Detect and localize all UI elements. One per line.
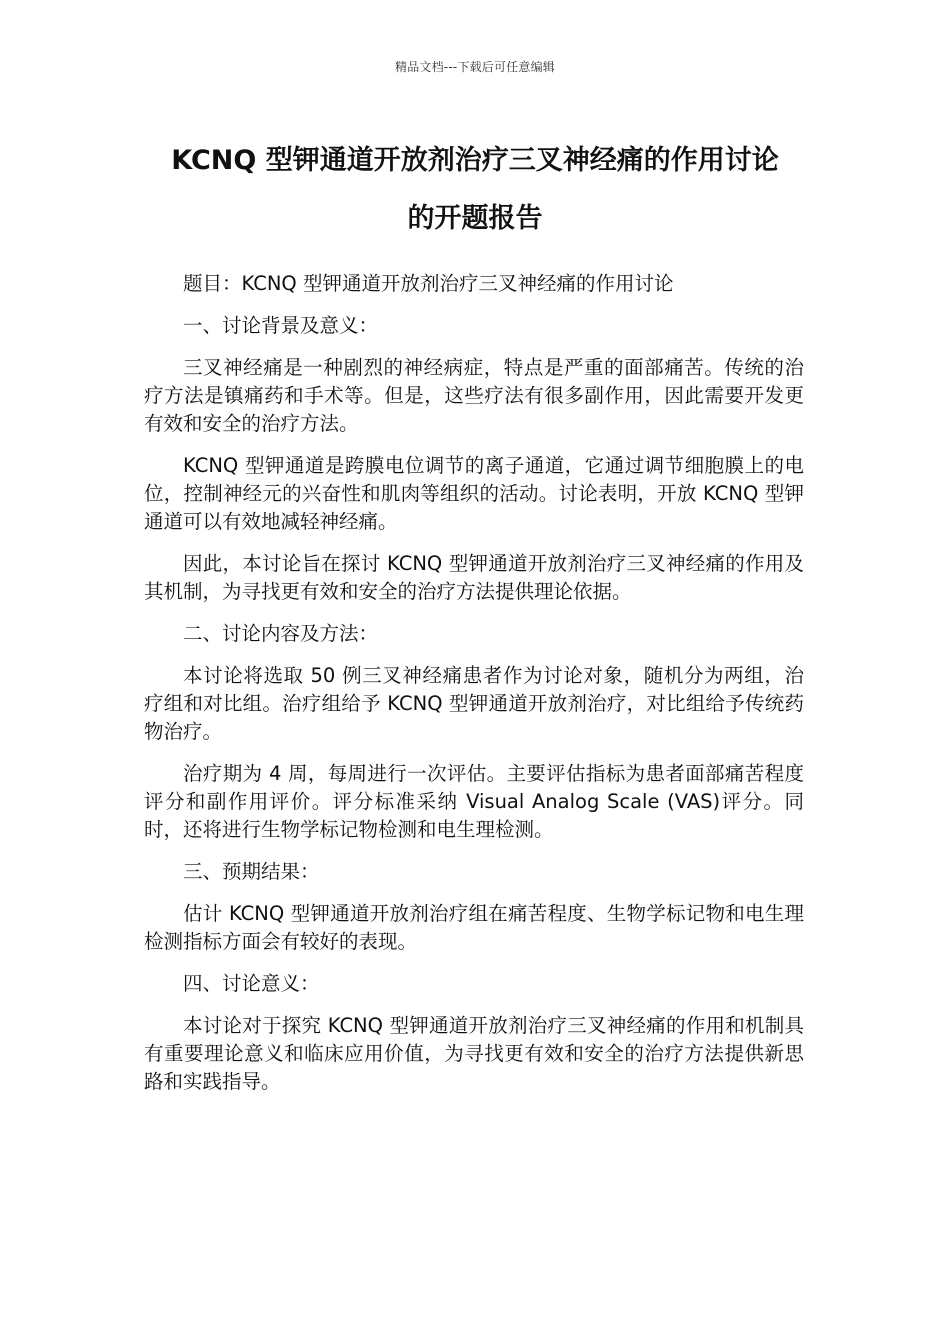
title-line-2: 的开题报告 (407, 203, 543, 234)
section-1-paragraph-1: 三叉神经痛是一种剧烈的神经病症，特点是严重的面部痛苦。传统的治疗方法是镇痛药和手术等。但是，这些疗法有很多副作用，因此需要开发更有效和安全的治疗方法。 (144, 356, 804, 435)
section-2-heading: 二、讨论内容及方法： (183, 622, 379, 645)
section-4-paragraph-1: 本讨论对于探究 KCNQ 型钾通道开放剂治疗三叉神经痛的作用和机制具有重要理论意义和临床应用价值，为寻找更有效和安全的治疗方法提供新思路和实践指导。 (144, 1014, 804, 1093)
document-body (144, 270, 804, 1110)
section-2-paragraph-2: 治疗期为 4 周，每周进行一次评估。主要评估指标为患者面部痛苦程度评分和副作用评价。评分标准采纳 Visual Analog Scale (VAS)评分。同时，还将进行生物学标记物检测和电生理检测。 (144, 762, 804, 841)
header-note: 精品文档---下载后可任意编辑 (395, 60, 555, 74)
section-4-heading: 四、讨论意义： (183, 972, 320, 995)
document-title (130, 132, 820, 248)
title-line-1: KCNQ 型钾通道开放剂治疗三叉神经痛的作用讨论 (171, 145, 779, 176)
section-1-paragraph-3: 因此，本讨论旨在探讨 KCNQ 型钾通道开放剂治疗三叉神经痛的作用及其机制，为寻找更有效和安全的治疗方法提供理论依据。 (144, 552, 804, 603)
subject-line: 题目：KCNQ 型钾通道开放剂治疗三叉神经痛的作用讨论 (183, 272, 674, 295)
section-1-heading: 一、讨论背景及意义： (183, 314, 379, 337)
section-3-heading: 三、预期结果： (183, 860, 320, 883)
section-1-paragraph-2: KCNQ 型钾通道是跨膜电位调节的离子通道，它通过调节细胞膜上的电位，控制神经元的兴奋性和肌肉等组织的活动。讨论表明，开放 KCNQ 型钾通道可以有效地减轻神经痛。 (144, 454, 804, 533)
section-2-paragraph-1: 本讨论将选取 50 例三叉神经痛患者作为讨论对象，随机分为两组，治疗组和对比组。治疗组给予 KCNQ 型钾通道开放剂治疗，对比组给予传统药物治疗。 (144, 664, 804, 743)
section-3-paragraph-1: 估计 KCNQ 型钾通道开放剂治疗组在痛苦程度、生物学标记物和电生理检测指标方面会有较好的表现。 (144, 902, 804, 953)
